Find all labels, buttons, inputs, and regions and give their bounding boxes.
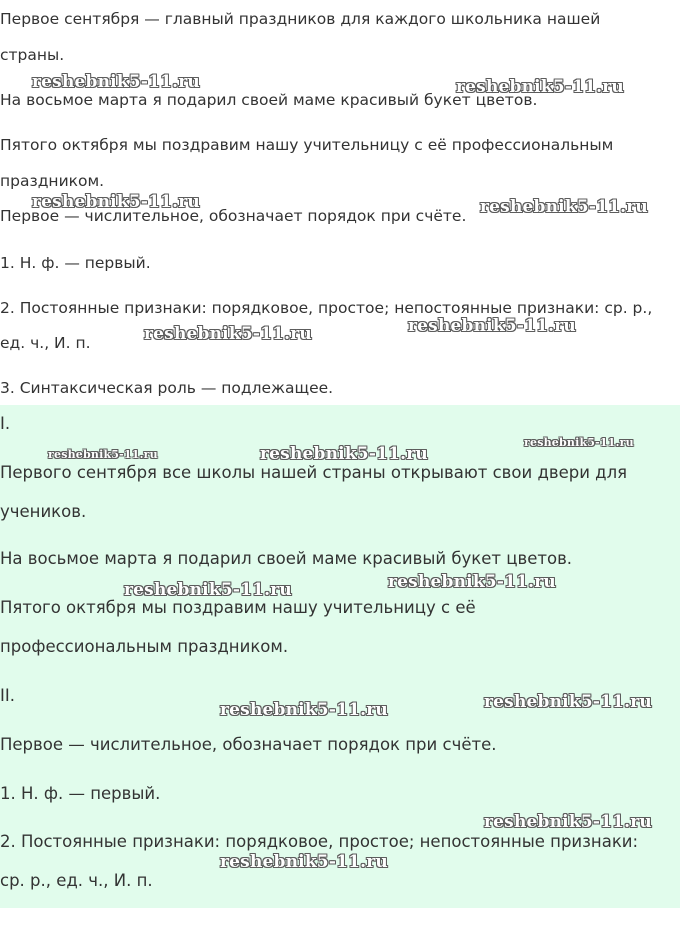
- text-line: 1. Н. ф. — первый.: [0, 254, 151, 272]
- watermark: reshebnik5-11.ru: [220, 700, 388, 720]
- part-label: I.: [0, 414, 11, 433]
- watermark: reshebnik5-11.ru: [32, 192, 200, 212]
- text-line: Пятого октября мы поздравим нашу учительницу с её: [0, 598, 476, 617]
- text-line: На восьмое марта я подарил своей маме красивый букет цветов.: [0, 91, 538, 109]
- text-line: 2. Постоянные признаки: порядковое, простое; непостоянные признаки:: [0, 832, 639, 851]
- watermark: reshebnik5-11.ru: [124, 580, 292, 600]
- watermark: reshebnik5-11.ru: [484, 692, 652, 712]
- text-line: 3. Синтаксическая роль — подлежащее.: [0, 379, 334, 397]
- watermark: reshebnik5-11.ru: [220, 852, 388, 872]
- part-label: II.: [0, 686, 15, 705]
- text-line: На восьмое марта я подарил своей маме красивый букет цветов.: [0, 549, 573, 568]
- watermark: reshebnik5-11.ru: [144, 324, 312, 344]
- watermark: reshebnik5-11.ru: [408, 316, 576, 336]
- text-line: ср. р., ед. ч., И. п.: [0, 871, 153, 890]
- text-line: 1. Н. ф. — первый.: [0, 784, 161, 803]
- text-line: профессиональным праздником.: [0, 637, 289, 656]
- text-line: Пятого октября мы поздравим нашу учительницу с её профессиональным: [0, 136, 614, 154]
- text-line: ед. ч., И. п.: [0, 334, 91, 352]
- watermark: reshebnik5-11.ru: [48, 448, 158, 461]
- watermark: reshebnik5-11.ru: [260, 444, 428, 464]
- watermark: reshebnik5-11.ru: [456, 77, 624, 97]
- watermark: reshebnik5-11.ru: [32, 72, 200, 92]
- text-line: страны.: [0, 46, 65, 64]
- watermark: reshebnik5-11.ru: [388, 572, 556, 592]
- text-line: Первого сентября все школы нашей страны открывают свои двери для: [0, 463, 628, 482]
- text-line: Первое сентября — главный праздников для каждого школьника нашей: [0, 10, 601, 28]
- text-line: 2. Постоянные признаки: порядковое, простое; непостоянные признаки: ср. р.,: [0, 299, 653, 317]
- text-line: Первое — числительное, обозначает порядок при счёте.: [0, 207, 467, 225]
- text-line: Первое — числительное, обозначает порядок при счёте.: [0, 735, 497, 754]
- watermark: reshebnik5-11.ru: [524, 436, 634, 449]
- watermark: reshebnik5-11.ru: [480, 197, 648, 217]
- text-line: праздником.: [0, 172, 105, 190]
- text-line: учеников.: [0, 502, 87, 521]
- watermark: reshebnik5-11.ru: [484, 812, 652, 832]
